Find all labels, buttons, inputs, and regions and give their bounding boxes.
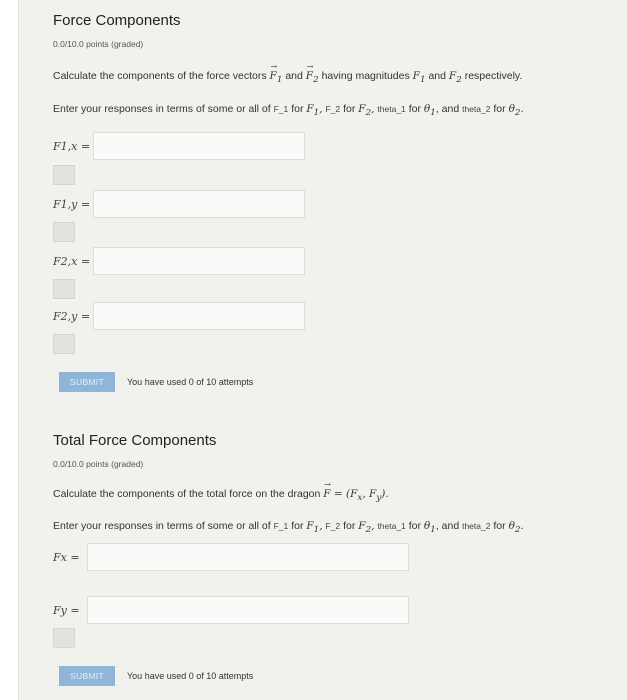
attempts-text-q2: You have used 0 of 10 attempts (127, 671, 254, 681)
problem-page (18, 0, 627, 700)
variable-code: F_2 (325, 104, 341, 114)
instructions-text: for (291, 103, 304, 115)
submit-button-q2[interactable]: SUBMIT (59, 666, 115, 686)
instructions-text: for (343, 103, 356, 115)
answer-input-fy[interactable] (87, 596, 409, 624)
answer-status-f2x (53, 279, 75, 299)
question-2-prompt: Calculate the components of the total force on the dragon → $F = (F_x$, $F_y$). (53, 488, 618, 503)
question-2-title: Total Force Components (53, 432, 217, 449)
instructions-text: for (343, 520, 356, 532)
instructions-text: , and (435, 103, 460, 115)
answer-status-fy (53, 628, 75, 648)
answer-label-fy: Fy = (53, 604, 80, 617)
question-2 (53, 432, 618, 469)
question-1-points: 0.0/10.0 points (graded) (53, 39, 144, 49)
answer-input-f2y[interactable] (93, 302, 305, 330)
question-1-title: Force Components (53, 12, 181, 29)
instructions-text: for (493, 103, 506, 115)
prompt-text: having magnitudes (321, 70, 410, 82)
answer-input-f2x[interactable] (93, 247, 305, 275)
prompt-text: respectively. (464, 70, 523, 82)
instructions-text: Enter your responses in terms of some or all of (53, 103, 271, 115)
variable-code: theta_2 (462, 104, 491, 114)
answer-input-f1x[interactable] (93, 132, 305, 160)
answer-label-f1y: F1,y = (53, 198, 91, 211)
variable-code: theta_1 (377, 521, 406, 531)
variable-code: F_1 (273, 521, 289, 531)
instructions-text: for (493, 520, 506, 532)
question-2-points: 0.0/10.0 points (graded) (53, 459, 144, 469)
answer-label-f2x: F2,x = (53, 255, 91, 268)
variable-code: F_1 (273, 104, 289, 114)
question-1-instructions: Enter your responses in terms of some or all of F_1 for $F_1$, F_2 for $F_2$, theta_1 for $\theta_1$, and theta_2 for $\theta_2$. (53, 103, 524, 119)
instructions-text: for (408, 520, 421, 532)
prompt-text: and (285, 70, 303, 82)
instructions-text: Enter your responses in terms of some or all of (53, 520, 271, 532)
question-2-instructions: Enter your responses in terms of some or all of F_1 for $F_1$, F_2 for $F_2$, theta_1 for $\theta_1$, and theta_2 for $\theta_2$. (53, 520, 524, 536)
answer-label-f2y: F2,y = (53, 310, 91, 323)
question-1 (53, 12, 618, 49)
answer-input-f1y[interactable] (93, 190, 305, 218)
question-1-prompt: Calculate the components of the force vectors → $F_1$ and → $F_2$ having magnitudes $F_1$ and $F_2$ respectively. (53, 70, 618, 85)
variable-code: F_2 (325, 521, 341, 531)
attempts-text-q1: You have used 0 of 10 attempts (127, 377, 254, 387)
prompt-text: and (428, 70, 446, 82)
answer-input-fx[interactable] (87, 543, 409, 571)
instructions-text: for (408, 103, 421, 115)
answer-label-fx: Fx = (53, 551, 80, 564)
answer-status-f1y (53, 222, 75, 242)
answer-label-f1x: F1,x = (53, 140, 91, 153)
prompt-text: Calculate the components of the total force on the dragon (53, 488, 321, 500)
submit-button-q1[interactable]: SUBMIT (59, 372, 115, 392)
variable-code: theta_2 (462, 521, 491, 531)
instructions-text: , and (435, 520, 460, 532)
answer-status-f2y (53, 334, 75, 354)
variable-code: theta_1 (377, 104, 406, 114)
instructions-text: for (291, 520, 304, 532)
prompt-text: Calculate the components of the force vectors (53, 70, 267, 82)
answer-status-f1x (53, 165, 75, 185)
